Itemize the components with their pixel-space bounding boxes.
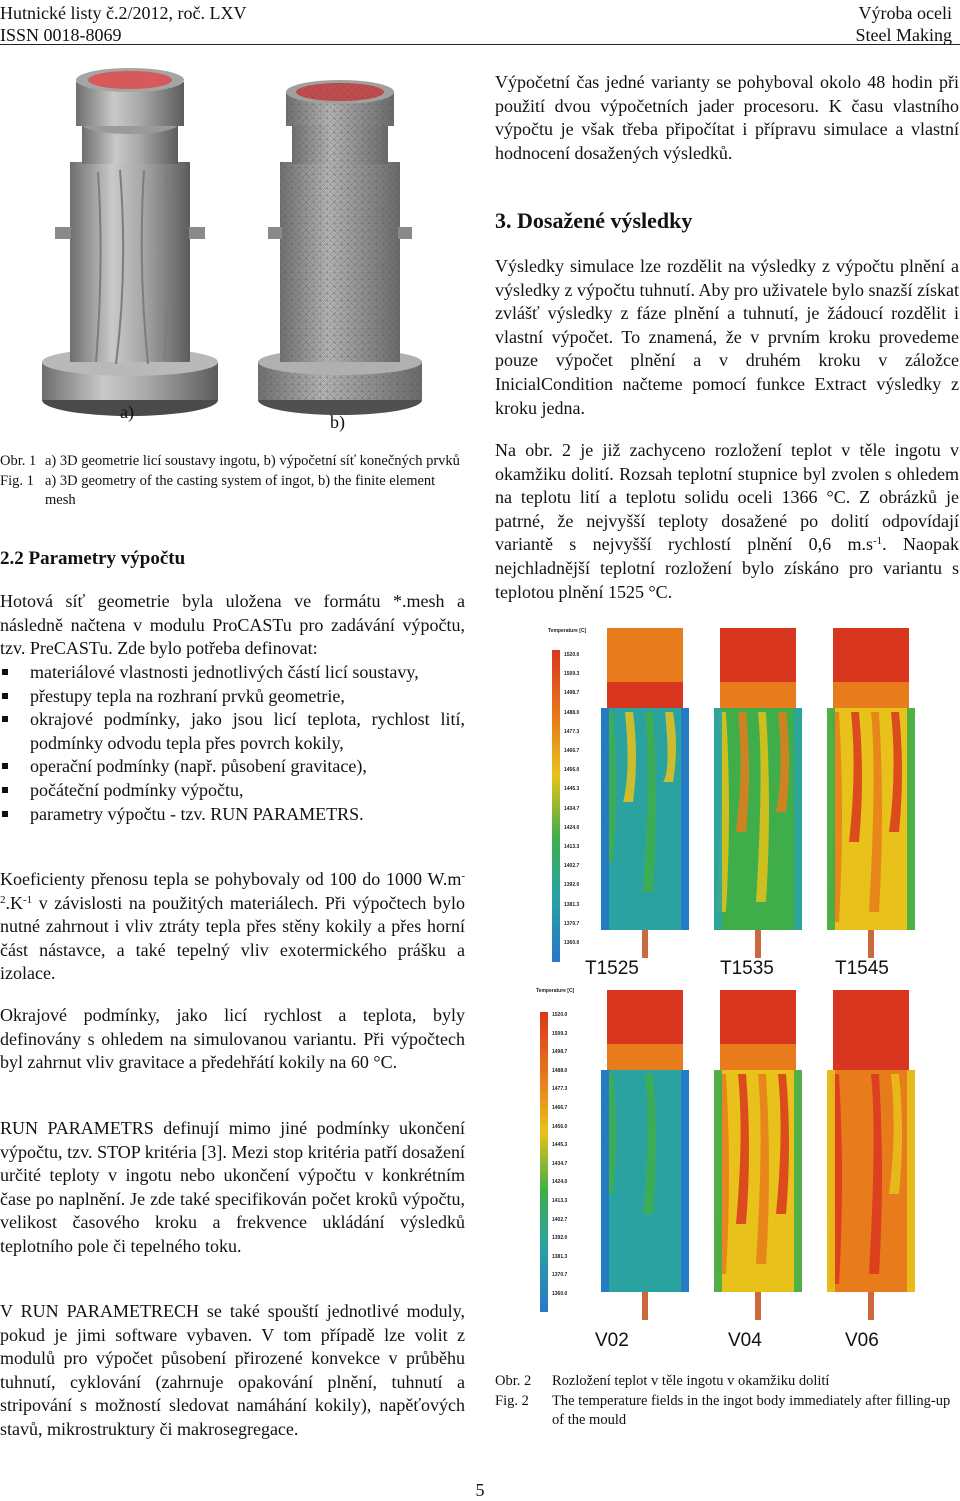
legend-value: 1402.7 [552, 1216, 568, 1223]
pouring-stem [868, 930, 874, 958]
ingot-edge [907, 1070, 915, 1292]
ingot-head-band [720, 1044, 796, 1070]
legend-value: 1370.7 [552, 1272, 568, 1279]
section-heading-3: 3. Dosažené výsledky [495, 208, 693, 233]
ingot-head-band [720, 682, 796, 708]
caption-text-cz: a) 3D geometrie licí soustavy ingotu, b) výpočetní síť konečných prvků [45, 453, 460, 469]
legend-value: 1424.0 [564, 824, 580, 831]
paragraph-results: Výsledky simulace lze rozdělit na výsledky z výpočtu plnění a výsledky z výpočtu tuhnutí. Aby pro uživatele bylo snazší získat zvlášť výsledky z fáze plnění a tuhnutí, je žádoucí rozdělit i vlastní výpočet. To znamená, že v prvním kroku provedeme pouze výpočet plnění a v druhém kroku v záložce InicialCondition načteme pomocí funkce Extract výsledky z kroku jedna. [495, 256, 959, 418]
ingot-head-band [607, 682, 683, 708]
ingot-edge [714, 1070, 722, 1292]
text-run: Na obr. 2 je již zachyceno rozložení teplot v těle ingotu v okamžiku dolití. Rozsah teplotní stupnice byl zvolen s ohledem na teplotu lití a teplotu solidu oceli 1366 °C. Z obrázků je patrné, že nejvyšší teploty dosažené po dolití odpovídají variantě s nejvyšší rychlostí plnění 0,6 m.s [495, 440, 959, 555]
variant-label: T1545 [835, 958, 889, 979]
ingot-head-band [607, 1044, 683, 1070]
text-run: .K [5, 892, 23, 913]
ingot-edge [794, 1070, 802, 1292]
section-en: Steel Making [855, 25, 952, 45]
ingot-edge [714, 708, 722, 930]
text-run: Koeficienty přenosu tepla se pohybovaly od 100 do 1000 W.m [0, 869, 462, 889]
legend-value: 1434.7 [552, 1160, 568, 1167]
variant-label: T1525 [585, 958, 639, 979]
figure-2-bottom-panel [530, 984, 930, 1324]
superscript: -1 [23, 893, 33, 906]
variant-label: V04 [728, 1330, 762, 1351]
legend-value: 1477.3 [552, 1086, 568, 1093]
legend-value: 1477.3 [564, 728, 580, 735]
legend-value: 1498.7 [564, 690, 580, 697]
section-heading-2-2: 2.2 Parametry výpočtu [0, 548, 186, 569]
ingot-edge [601, 708, 609, 930]
caption-text-en: a) 3D geometry of the casting system of ingot, b) the finite element mesh [45, 472, 436, 508]
ingot-render [827, 628, 915, 958]
list-item: přestupy tepla na rozhraní prvků geometrie, [0, 685, 465, 709]
variant-label: T1535 [720, 958, 774, 979]
variant-label: V02 [595, 1330, 629, 1351]
list-item: okrajové podmínky, jako jsou licí teplota, rychlost lití, podmínky odvodu tepla přes povrch kokily, [0, 708, 465, 755]
journal-title: Hutnické listy č.2/2012, roč. LXV [0, 3, 247, 23]
legend-value: 1456.0 [552, 1123, 568, 1130]
legend-value: 1360.0 [564, 940, 580, 946]
legend-color-bar [540, 1012, 548, 1312]
pouring-stem [642, 930, 648, 958]
legend-value: 1466.7 [564, 748, 580, 754]
ingot-edge [794, 708, 802, 930]
ingot-edge [907, 708, 915, 930]
figure-1-caption [0, 452, 460, 511]
header-rule [0, 44, 960, 45]
ingot-temperature-renders [590, 622, 930, 962]
parameter-list [0, 661, 465, 826]
legend-value: 1445.3 [552, 1142, 568, 1149]
variant-label: V06 [845, 1330, 879, 1351]
page-number: 5 [475, 1480, 485, 1500]
paragraph-computation-time: Výpočetní čas jedné varianty se pohyboval okolo 48 hodin při použití dvou výpočetních jader procesoru. K času vlastního výpočtu je však třeba připočítat i přípravu simulace a vlastní hodnocení dosažených výsledků. [495, 72, 959, 163]
paragraph-intro: Hotová síť geometrie byla uložena ve formátu *.mesh a následně načtena v modulu ProCASTu pro zadávání výpočtu, tzv. PreCASTu. Zde bylo potřeba definovat: [0, 591, 465, 659]
legend-value: 1466.7 [552, 1105, 568, 1111]
list-item: počáteční podmínky výpočtu, [0, 779, 465, 803]
paragraph-boundary-conditions: Okrajové podmínky, jako licí rychlost a teplota, byly definovány s ohledem na simulovanou variantu. Při výpočtech byl zahrnut vliv gravitace a předehřátí kokily na 60 °C. [0, 1005, 465, 1073]
figure-1-label-b: b) [330, 412, 345, 432]
legend-title: Temperature [C] [548, 628, 587, 634]
text-run: . Naopak nejchladnější teplotní rozložení bylo získáno pro variantu s teplotou plnění 1525 °C. [495, 534, 959, 602]
ingot-render [601, 990, 689, 1320]
legend-value: 1381.3 [564, 901, 580, 908]
legend-value: 1509.3 [552, 1030, 568, 1037]
issn: ISSN 0018-8069 [0, 25, 122, 45]
pouring-stem [755, 930, 761, 958]
list-item: operační podmínky (např. působení gravitace), [0, 755, 465, 779]
legend-value: 1424.0 [552, 1179, 568, 1186]
figure-2-top-panel [530, 622, 930, 962]
legend-value: 1488.0 [564, 709, 580, 716]
legend-value: 1370.7 [564, 920, 580, 927]
ingot-render [714, 990, 802, 1320]
superscript: -1 [873, 535, 883, 548]
figure-1-ingot-geometry [40, 62, 440, 462]
legend-color-bar [552, 650, 560, 962]
ingot-edge [681, 1070, 689, 1292]
pouring-stem [868, 1292, 874, 1320]
legend-value: 1392.0 [564, 882, 580, 889]
ingot-edge [827, 1070, 835, 1292]
legend-value: 1381.3 [552, 1253, 568, 1260]
legend-value: 1360.0 [552, 1291, 568, 1297]
ingot-edge [681, 708, 689, 930]
paragraph-run-parameters: RUN PARAMETRS definují mimo jiné podmínky ukončení výpočtu, tzv. STOP kritéria [3]. Mezi stop kritéria patří dosažení určité teploty v ingotu nebo ukončení výpočtu v konkrétním čase po naplnění. Je zde také specifikován počet kroků výpočtu, velikost časového kroku a frekvence ukládání výsledků teplotního pole či tepelného toku. [0, 1118, 465, 1256]
pouring-stem [755, 1292, 761, 1320]
caption-label: Obr. 2 [495, 1373, 532, 1389]
pouring-stem [642, 1292, 648, 1320]
caption-label: Obr. 1 [0, 453, 37, 469]
paragraph-figure-2-description [495, 439, 959, 604]
caption-label: Fig. 1 [0, 472, 34, 489]
legend-value: 1413.3 [552, 1198, 568, 1204]
caption-text-cz: Rozložení teplot v těle ingotu v okamžiku dolití [552, 1373, 830, 1389]
paragraph-run-modules: V RUN PARAMETRECH se také spouští jednotlivé moduly, pokud je jimi software vybaven. V tom případě lze volit z modulů pro výpočet působení přirozené konvekce v průběhu tuhnutí, cyklování (zahrnuje opakování plnění, tuhnutí a stripování s možností sledovat namáhání kokily), napěťových stavů, mikrostruktury či makrosegregace. [0, 1301, 465, 1439]
list-item: materiálové vlastnosti jednotlivých částí licí soustavy, [0, 661, 465, 685]
legend-value: 1520.0 [552, 1012, 568, 1018]
superscript: -2 [0, 870, 465, 906]
caption-text-en: The temperature fields in the ingot body immediately after filling-up of the mould [552, 1392, 951, 1428]
figure-1-label-a: a) [120, 402, 134, 422]
ingot-render [714, 628, 802, 958]
text-run: v závislosti na použitých materiálech. Při výpočtech bylo nutné zahrnout i vliv ztráty tepla přes stěny kokily a přes horní část nástavce, a také tepelný vliv exotermického prášku a izolace. [0, 892, 465, 984]
legend-value: 1392.0 [552, 1235, 568, 1242]
legend-value: 1402.7 [564, 863, 580, 870]
ingot-edge [601, 1070, 609, 1292]
ingot-edge [827, 708, 835, 930]
ingot-head-band [833, 682, 909, 708]
legend-value: 1434.7 [564, 805, 580, 812]
legend-value: 1520.0 [564, 652, 580, 658]
list-item: parametry výpočtu - tzv. RUN PARAMETRS. [0, 803, 465, 827]
caption-label: Fig. 2 [495, 1392, 529, 1409]
legend-value: 1413.3 [564, 844, 580, 850]
legend-value: 1456.0 [564, 767, 580, 774]
section-cz: Výroba oceli [858, 3, 952, 23]
figure-2-caption [495, 1372, 957, 1431]
legend-value: 1445.3 [564, 786, 580, 793]
ingot-temperature-renders [590, 984, 930, 1324]
legend-value: 1509.3 [564, 671, 580, 678]
ingot-head-band [833, 1044, 909, 1070]
legend-value: 1488.0 [552, 1067, 568, 1074]
ingot-render [827, 990, 915, 1320]
legend-value: 1498.7 [552, 1049, 568, 1056]
legend-title: Temperature [C] [536, 988, 575, 994]
ingot-render [601, 628, 689, 958]
paragraph-coefficients [0, 868, 465, 986]
